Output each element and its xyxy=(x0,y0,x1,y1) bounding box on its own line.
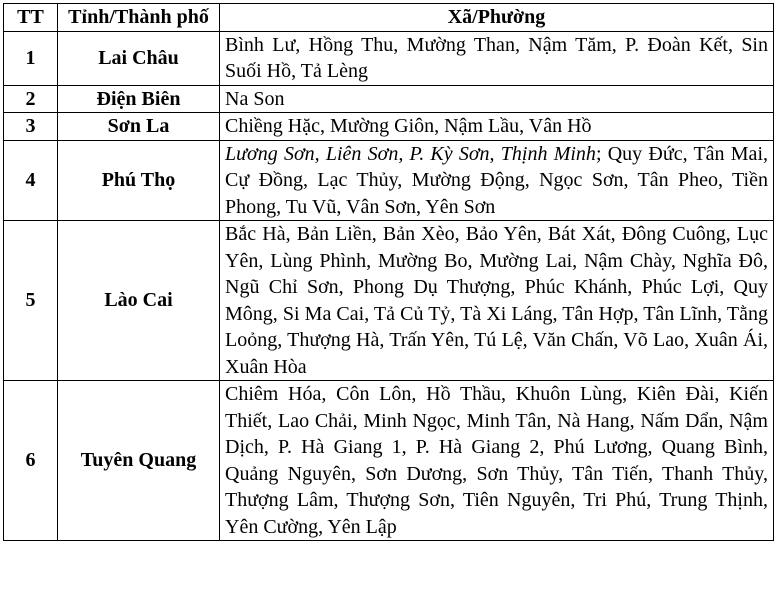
header-tt: TT xyxy=(4,4,58,32)
province-name: Lào Cai xyxy=(58,221,220,381)
header-province: Tỉnh/Thành phố xyxy=(58,4,220,32)
table-row xyxy=(4,113,774,141)
ward-list-text: Bắc Hà, Bản Liền, Bản Xèo, Bảo Yên, Bát Xát, Đông Cuông, Lục Yên, Lùng Phình, Mường Bo, Mường Lai, Nậm Chày, Nghĩa Đô, Ngũ Chỉ Sơn, Phong Dụ Thượng, Phúc Khánh, Phúc Lợi, Quy Mông, Si Ma Cai, Tả Củ Tỷ, Tà Xi Láng, Tân Hợp, Tân Lĩnh, Tằng Loỏng, Thượng Hà, Trấn Yên, Tú Lệ, Văn Chấn, Võ Lao, Xuân Ái, Xuân Hòa xyxy=(225,223,768,378)
ward-list xyxy=(220,85,774,113)
row-number: 3 xyxy=(4,113,58,141)
province-name: Sơn La xyxy=(58,113,220,141)
row-number: 2 xyxy=(4,85,58,113)
ward-list-text: Chiêm Hóa, Côn Lôn, Hồ Thầu, Khuôn Lùng, Kiên Đài, Kiến Thiết, Lao Chải, Minh Ngọc, Minh Tân, Nà Hang, Nấm Dẩn, Nậm Dịch, P. Hà Giang 1, P. Hà Giang 2, Phú Lương, Quang Bình, Quảng Nguyên, Sơn Dương, Sơn Thủy, Tân Tiến, Thanh Thủy, Thượng Lâm, Thượng Sơn, Tiên Nguyên, Tri Phú, Trung Thịnh, Yên Cường, Yên Lập xyxy=(225,383,768,538)
table-row xyxy=(4,381,774,541)
row-number: 1 xyxy=(4,31,58,85)
ward-list xyxy=(220,381,774,541)
row-number: 6 xyxy=(4,381,58,541)
row-number: 4 xyxy=(4,140,58,221)
table-row xyxy=(4,140,774,221)
header-wards: Xã/Phường xyxy=(220,4,774,32)
ward-list-text: Bình Lư, Hồng Thu, Mường Than, Nậm Tăm, P. Đoàn Kết, Sin Suối Hồ, Tả Lèng xyxy=(225,33,768,82)
province-name: Tuyên Quang xyxy=(58,381,220,541)
row-number: 5 xyxy=(4,221,58,381)
province-name: Lai Châu xyxy=(58,31,220,85)
ward-list xyxy=(220,31,774,85)
ward-list-italic: Lương Sơn, Liên Sơn, P. Kỳ Sơn, Thịnh Minh xyxy=(225,142,596,165)
province-name: Phú Thọ xyxy=(58,140,220,221)
ward-list-text: ; Quy Đức, Tân Mai, Cự Đồng, Lạc Thủy, Mường Động, Ngọc Sơn, Tân Pheo, Tiền Phong, Tu Vũ, Vân Sơn, Yên Sơn xyxy=(225,142,768,218)
table-row xyxy=(4,221,774,381)
ward-list-text: Na Son xyxy=(225,87,285,110)
ward-list xyxy=(220,221,774,381)
province-name: Điện Biên xyxy=(58,85,220,113)
ward-list xyxy=(220,113,774,141)
header-row xyxy=(4,4,774,32)
table-row xyxy=(4,31,774,85)
table-row xyxy=(4,85,774,113)
ward-list-text: Chiềng Hặc, Mường Giôn, Nậm Lầu, Vân Hồ xyxy=(225,115,592,137)
ward-list xyxy=(220,140,774,221)
ward-list-table xyxy=(3,3,774,541)
